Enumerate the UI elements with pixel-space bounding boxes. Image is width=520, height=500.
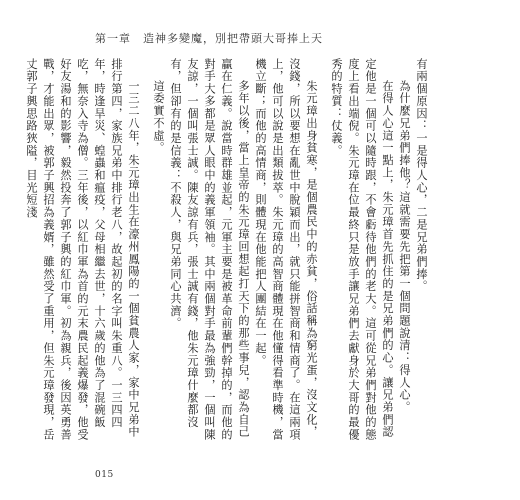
page-number: 015 <box>95 470 114 480</box>
paragraph: 在得人心這一點上，朱元璋首先抓住的是兄弟們的心。讓兄弟們認定他是一個可以隨時跟，不會虧待他們的老大。這可從兄弟們對他的態度上看出端倪。朱元璋在位最終只是放手讓兄弟們去獻身於大哥的最優秀的特質：仗義。 <box>330 58 394 441</box>
chapter-title: 第一章 造神多變魔，別把帶頭大哥捧上天 <box>95 32 323 45</box>
body-text <box>25 58 430 443</box>
paragraph: 朱元璋出身貧寒，是個農民中的赤貧，俗話稱為窮光蛋，沒文化，沒錢，所以要想在亂世中脫穎而出，就只能拼智商和情商了。在這兩項上，他可以說是出類拔萃。朱元璋的高智商體現在他懂得看準時機，當機立斷；而他的高情商，則體現在他能把人團結在一起。 <box>254 58 318 441</box>
paragraph: 有兩個原因：一是得人心，二是兄弟們捧。 <box>415 58 428 293</box>
paragraph: 多年以後，當上皇帝的朱元璋回想起打天下的那些事兒，認為自己贏在仁義。說當時群雄並起，元軍主要是被革命前輩們幹掉的，而他的對手大多都是眾人眼中的義軍領袖。其中兩個對手最為強勁，一個叫陳友諒，一個叫張士誠。陳友諒有兵，張士誠有錢，他朱元璋什麼都沒有，但卻有的是信義：不殺人，與兄弟同心共濟。 <box>169 58 250 441</box>
paragraph: 這委實不虛。 <box>152 80 165 155</box>
paragraph: 一三二八年，朱元璋出生在濠州鳳陽的一個貧農人家，家中兄弟中排行第四，家族兄弟中排行老八，故起初的名字叫朱重八。一三四四年，時逢旱災、蝗蟲和瘟疫，父母相繼去世，十六歲的他為了混碗飯吃，無奈入寺為僧。三年後，以紅巾軍為首的元末農民起義爆發，他受好友湯和的影響，毅然投奔了郭子興的紅巾軍。初為親兵，後因英勇善戰，才能出眾，被郭子興招為義婿，雖然受了重用，但朱元璋發現，岳丈郭子興思路狹隘，目光短淺 <box>25 58 140 441</box>
paragraph: 為什麼兄弟們捧他？這就需要先把第一個問題說清：得人心。 <box>398 80 411 414</box>
